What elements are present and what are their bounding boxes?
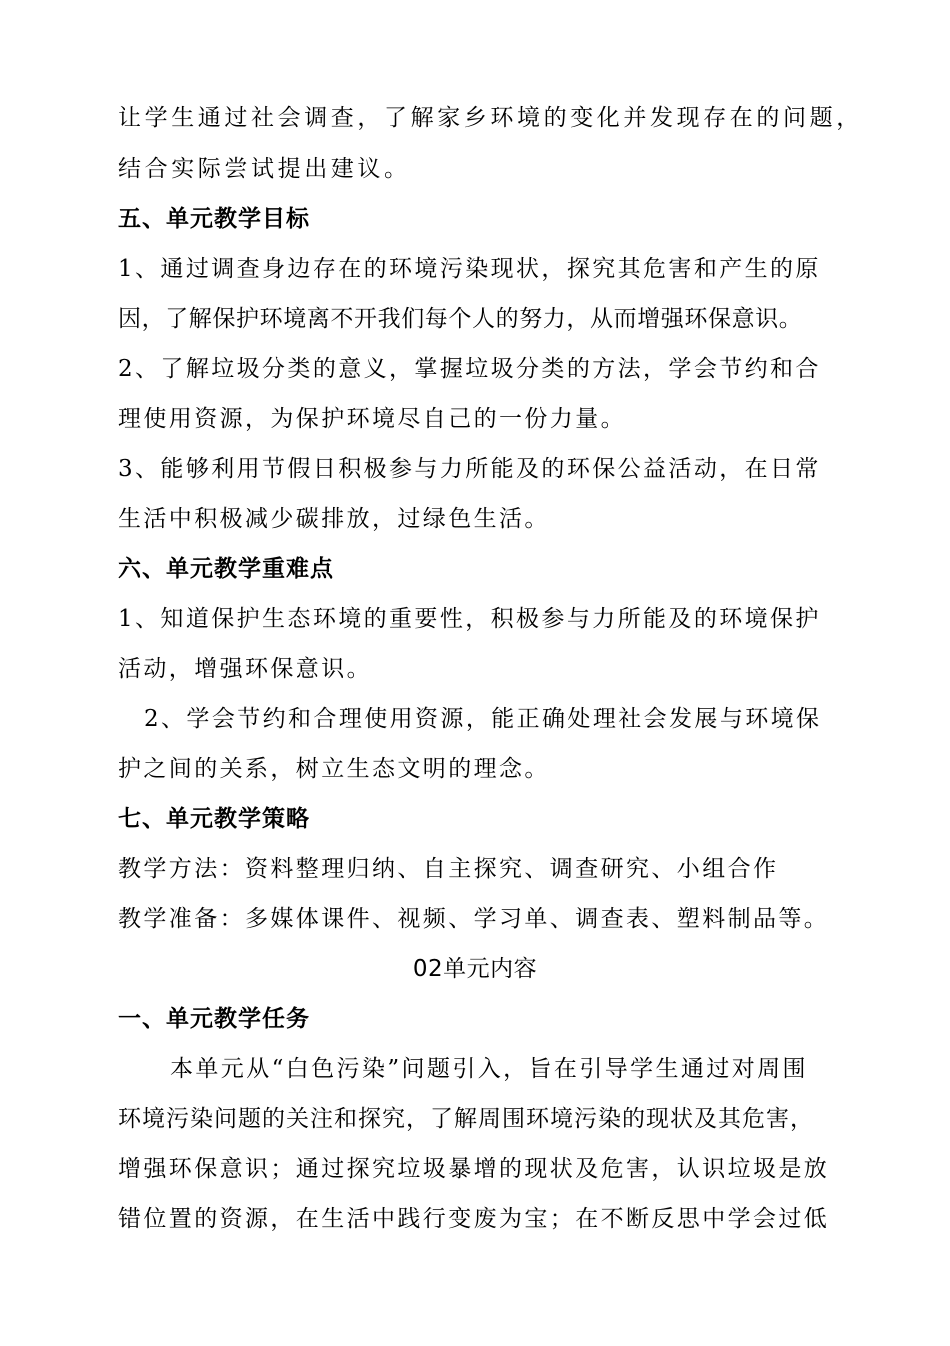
paragraph-line: 教学准备：多媒体课件、视频、学习单、调查表、塑料制品等。 <box>118 906 830 932</box>
paragraph-line: 教学方法：资料整理归纳、自主探究、调查研究、小组合作 <box>118 856 779 882</box>
list-item-line: 2、了解垃圾分类的意义，掌握垃圾分类的方法，学会节约和合 <box>118 356 821 382</box>
list-item-line: 活动，增强环保意识。 <box>118 656 372 682</box>
unit-content-title: 02单元内容 <box>412 956 538 982</box>
list-item-line: 3、能够利用节假日积极参与力所能及的环保公益活动，在日常 <box>118 456 821 482</box>
section-heading: 五、单元教学目标 <box>118 206 310 232</box>
paragraph-line: 环境污染问题的关注和探究，了解周围环境污染的现状及其危害， <box>118 1106 814 1132</box>
paragraph-line: 增强环保意识；通过探究垃圾暴增的现状及危害，认识垃圾是放 <box>118 1156 830 1182</box>
list-item-line: 1、通过调查身边存在的环境污染现状，探究其危害和产生的原 <box>118 256 821 282</box>
section-heading: 一、单元教学任务 <box>118 1006 310 1032</box>
list-item-line: 护之间的关系，树立生态文明的理念。 <box>118 756 550 782</box>
list-item-line: 生活中积极减少碳排放，过绿色生活。 <box>118 506 550 532</box>
paragraph-line: 本单元从“白色污染”问题引入，旨在引导学生通过对周围 <box>170 1056 808 1082</box>
list-item-line: 理使用资源，为保护环境尽自己的一份力量。 <box>118 406 626 432</box>
list-item-line: 因，了解保护环境离不开我们每个人的努力，从而增强环保意识。 <box>118 306 803 332</box>
list-item-line: 1、知道保护生态环境的重要性，积极参与力所能及的环境保护 <box>118 606 821 632</box>
section-heading: 六、单元教学重难点 <box>118 556 334 582</box>
list-item-line: 2、学会节约和合理使用资源，能正确处理社会发展与环境保 <box>144 706 822 732</box>
section-heading: 七、单元教学策略 <box>118 806 310 832</box>
paragraph-line: 让学生通过社会调查，了解家乡环境的变化并发现存在的问题， <box>118 105 863 131</box>
paragraph-line: 错位置的资源，在生活中践行变废为宝；在不断反思中学会过低 <box>118 1206 830 1232</box>
paragraph-line: 结合实际尝试提出建议。 <box>118 156 411 182</box>
